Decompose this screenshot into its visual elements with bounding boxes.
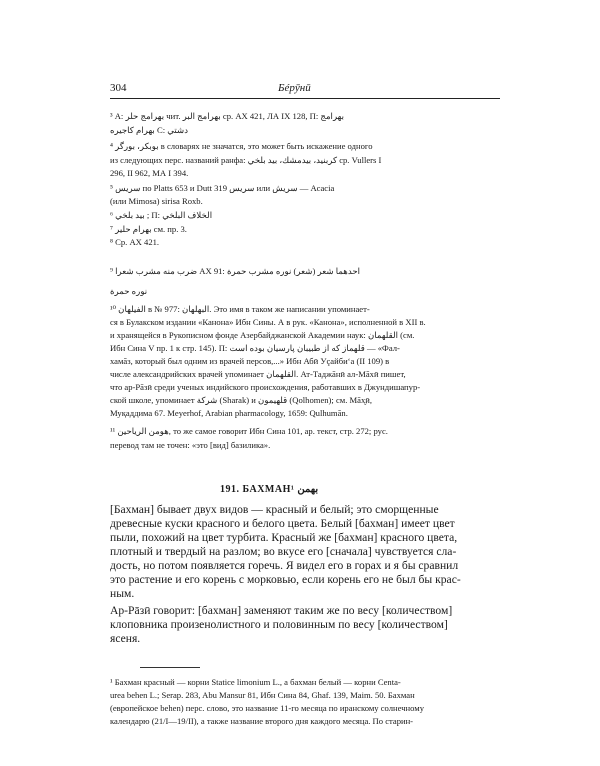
footnote-line: что ар-Рāзӣ среди ученых индийского происхождения, работавших в Джундишапур- xyxy=(110,382,421,392)
page-header xyxy=(110,82,500,96)
footnote-line: Ибн Сина V пр. 1 к стр. 145). П: قلهماز كه از طبيبان پارسيان بوده است — «Фал- xyxy=(110,343,400,353)
footnote-line: перевод там не точен: «это [вид] базилика». xyxy=(110,440,271,450)
footnote-line: ской школе, упоминает شركة (Sharak) и قلهيمون (Qolhomen); см. Мāх̮ӣ, xyxy=(110,395,373,405)
footnote-line: календарю (21/I—19/II), а также название второго дня каждого месяца. По старин- xyxy=(110,716,414,726)
body-line: ясеня. xyxy=(110,632,141,645)
body-line: клоповника произенолистного и половинным по весу [количеством] xyxy=(110,618,448,631)
body-line: древесные куски красного и белого цвета. Белый [бахман] имеет цвет xyxy=(110,517,455,530)
footnote-line: ³ А: بهرامج حلر чит. بهرامج البر ср. АХ 421, ЛА IX 128, П: بهرامج xyxy=(110,111,345,121)
footnote-separator xyxy=(140,667,200,668)
running-title: Бéрӯнӣ xyxy=(278,82,311,94)
footnote-line: ¹ Бахман красный — корни Statice limonium L., а бахман белый — корни Centa- xyxy=(110,677,401,687)
footnote-line: ⁷ بهرام حلير см. пр. 3. xyxy=(110,224,187,234)
footnote-line: и хранящейся в Рукописном фонде Азербайджанской Академии наук: القلهمان (см. xyxy=(110,330,415,340)
footnote-line: Муқаддима 67. Meyerhof, Arabian pharmacology, 1659: Qulhumān. xyxy=(110,408,348,418)
footnote-line: نوره حمرة xyxy=(110,286,148,296)
footnote-line: хамāз, который был одним из врачей персов,...» Ибн Абӣ Уçайби‘а (II 109) в xyxy=(110,356,390,366)
footnote-line: ⁴ بوبكر، بورگر в словарях не значатся, это может быть искажение одного xyxy=(110,141,373,151)
footnote-line: بهرام كاجيره С: دشتي xyxy=(110,125,189,135)
body-line: Ар-Рāзӣ говорит: [бахман] заменяют таким же по весу [количеством] xyxy=(110,604,453,617)
footnote-line: числе александрийских врачей упоминает القلهمان. Ат-Таджāнӣ ал-Мāхӣ пишет, xyxy=(110,369,406,379)
body-line: дость, но потом появляется горечь. Я видел его в горах и я бы сравнил xyxy=(110,559,459,572)
footnote-line: ⁶ بيد بلخي ; П: الخلاف البلخي xyxy=(110,210,213,220)
footnote-line: ¹⁰ الفيلهان в № 977: البهلهان. Это имя в таком же написании упоминает- xyxy=(110,304,370,314)
footnote-line: ся в Булакском издании «Канона» Ибн Сины. А в рук. «Канона», исполненной в XII в. xyxy=(110,317,426,327)
footnote-line: ⁹ ضرب منه مشرب شعرا АХ 91: احدهما شعر (شعر) نوره مشرب حمرة xyxy=(110,266,361,276)
body-line: пыли, похожий на цвет турбита. Красный же [бахман] красного цвета, xyxy=(110,531,458,544)
page-number: 304 xyxy=(110,82,127,94)
body-line: [Бахман] бывает двух видов — красный и белый; это сморщенные xyxy=(110,503,439,516)
footnote-line: из следующих перс. названий ранфа: كربنيد، بيدمشك، بيد بلخي ср. Vullers I xyxy=(110,155,382,165)
body-line: плотный и твердый на разлом; во вкусе его [сначала] чувствуется сла- xyxy=(110,545,457,558)
entry-heading: 191. БАХМАН¹ بهمن xyxy=(220,484,319,495)
body-line: это растение и его корень с морковью, если корень его не был бы крас- xyxy=(110,573,461,586)
footnote-line: (европейское behen) перс. слово, это название 11-го месяца по иранскому солнечному xyxy=(110,703,424,713)
footnote-line: ⁸ Ср. АХ 421. xyxy=(110,237,160,247)
footnote-line: ⁵ سريس по Platts 653 и Dutt 319 سريس или سريش — Acacia xyxy=(110,183,335,193)
footnote-line: ¹¹ هومن الرياحين, то же самое говорит Ибн Сина 101, ар. текст, стр. 272; рус. xyxy=(110,426,388,436)
header-rule xyxy=(110,98,500,99)
body-line: ным. xyxy=(110,587,135,600)
footnote-line: 296, II 962, МА I 394. xyxy=(110,168,189,178)
footnote-line: urea behen L.; Serap. 283, Abu Mansur 81, Ибн Сина 84, Ghaf. 139, Maim. 50. Бахман xyxy=(110,690,415,700)
footnote-line: (или Mimosa) sirisa Roxb. xyxy=(110,196,203,206)
